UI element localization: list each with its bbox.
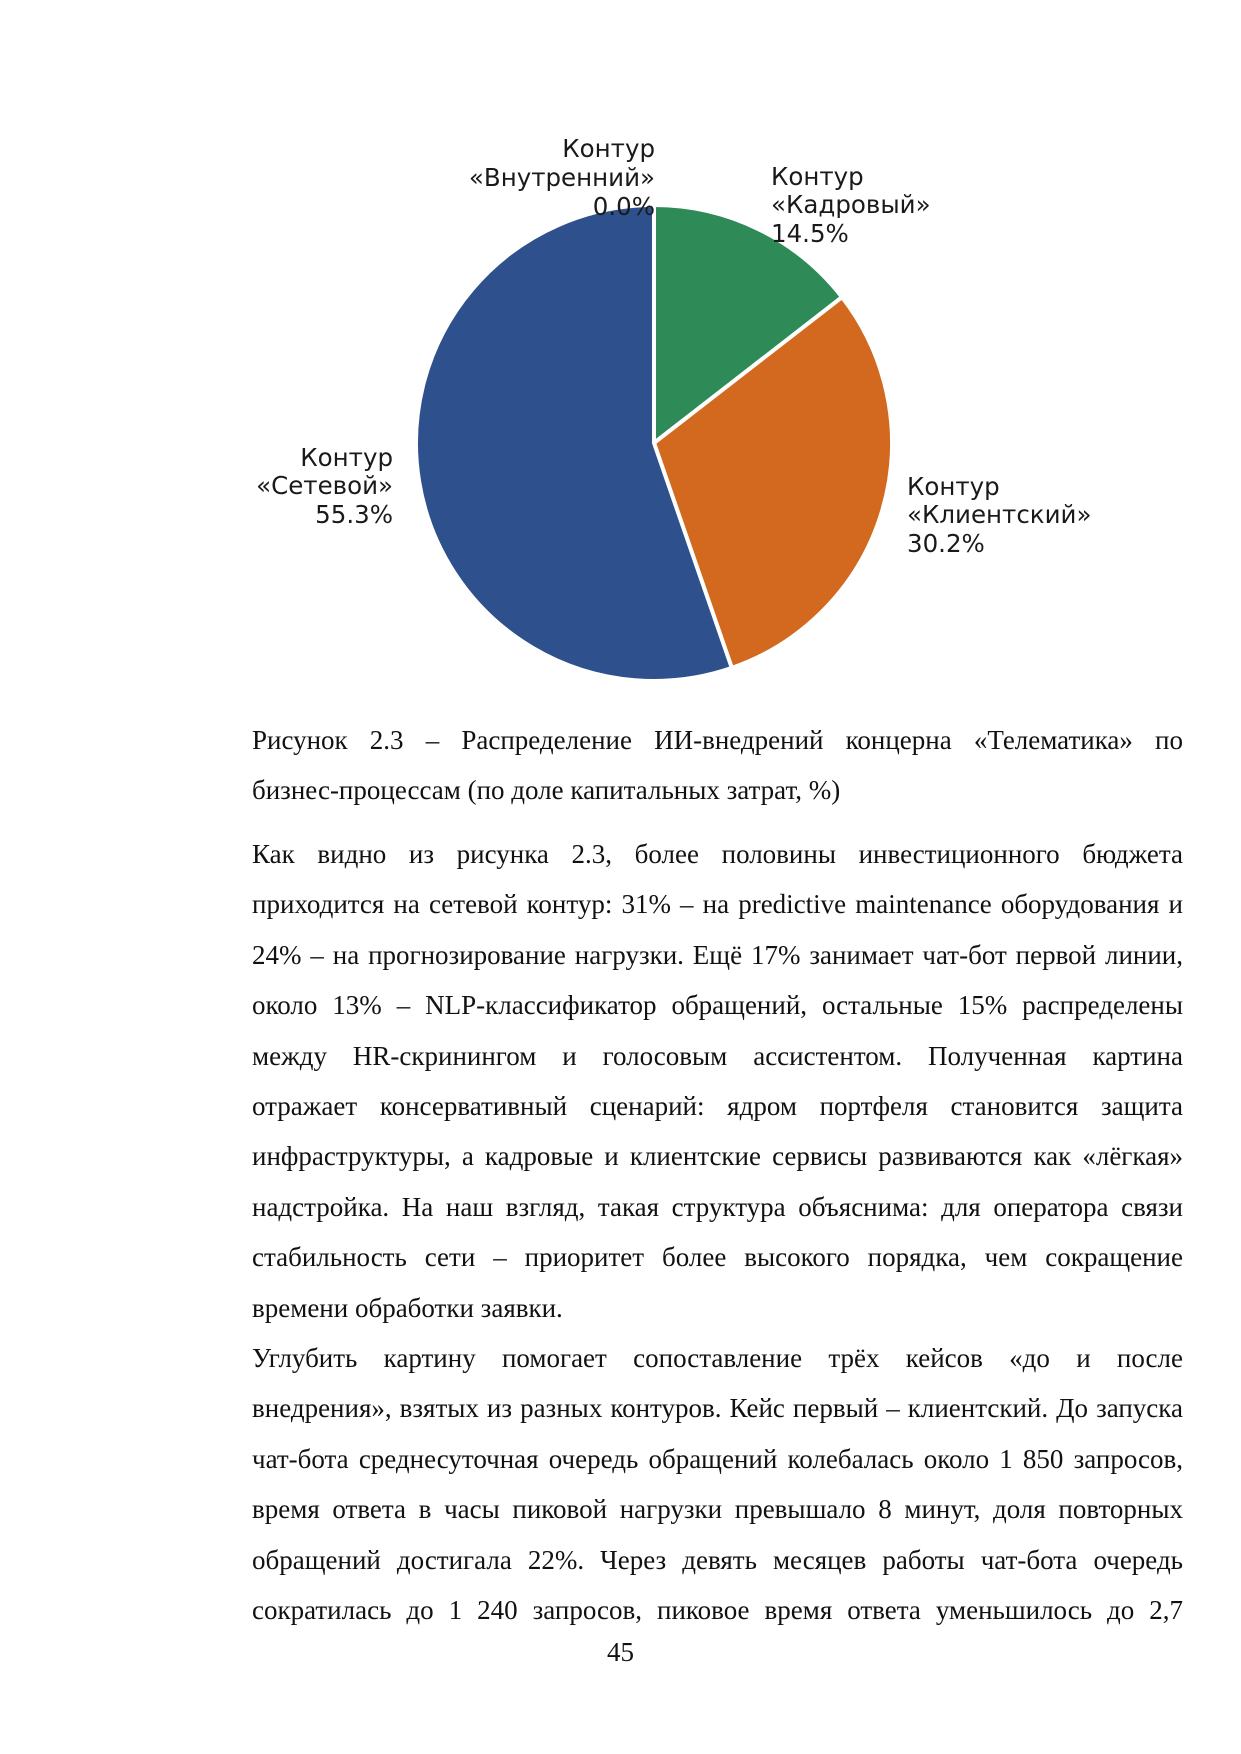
paragraph-line: инфраструктуры, а кадровые и клиентские сервисы развиваются как «лёгкая» — [252, 1141, 1183, 1172]
paragraph-line: стабильность сети – приоритет более высокого порядка, чем сокращение — [252, 1242, 1183, 1273]
slice-label-client-line1: Контур — [907, 472, 1000, 501]
slice-label-internal-pct: 0.0% — [592, 192, 655, 221]
slice-label-hr — [771, 162, 931, 248]
caption-line: Рисунок 2.3 – Распределение ИИ-внедрений концерна «Телематика» по — [252, 725, 1183, 755]
pie-chart — [0, 0, 1241, 700]
slice-label-client-line2: «Клиентский» — [907, 500, 1092, 529]
paragraph-line: Как видно из рисунка 2.3, более половины инвестиционного бюджета — [252, 839, 1183, 869]
body-paragraph — [178, 829, 1183, 1333]
paragraph-line: около 13% – NLP-классификатор обращений, остальные 15% распределены — [252, 990, 1183, 1021]
paragraph-line: 24% – на прогнозирование нагрузки. Ещё 17% занимает чат-бот первой линии, — [252, 939, 1183, 970]
slice-label-client-pct: 30.2% — [907, 529, 985, 558]
slice-label-client — [907, 472, 1091, 558]
paragraph-line: между HR-скринингом и голосовым ассистентом. Полученная картина — [252, 1040, 1183, 1071]
pie-slices — [416, 205, 892, 681]
slice-label-network — [256, 443, 393, 529]
body-paragraph — [178, 1333, 1183, 1635]
slice-label-network-pct: 55.3% — [315, 500, 393, 529]
slice-label-network-line1: Контур — [300, 443, 393, 472]
paragraph-line: надстройка. На наш взгляд, такая структура объяснима: для оператора связи — [252, 1191, 1183, 1222]
slice-label-network-line2: «Сетевой» — [256, 471, 393, 500]
paragraph-line: Углубить картину помогает сопоставление трёх кейсов «до и после — [252, 1343, 1183, 1373]
paragraph-line: сократилась до 1 240 запросов, пиковое время ответа уменьшилось до 2,7 — [252, 1595, 1183, 1626]
paragraph-line: обращений достигала 22%. Через девять месяцев работы чат-бота очередь — [252, 1544, 1183, 1575]
page-number: 45 — [607, 1637, 634, 1667]
slice-label-hr-line2: «Кадровый» — [771, 190, 931, 219]
slice-label-hr-line1: Контур — [771, 162, 864, 191]
slice-label-internal-line2: «Внутренний» — [468, 163, 655, 192]
paragraph-line: время ответа в часы пиковой нагрузки превышало 8 минут, доля повторных — [252, 1494, 1183, 1525]
slice-label-internal-line1: Контур — [562, 134, 655, 163]
slice-label-internal — [469, 134, 655, 221]
figure-caption — [178, 715, 1183, 816]
paragraph-line: чат-бота среднесуточная очередь обращений колебалась около 1 850 запросов, — [252, 1443, 1183, 1474]
caption-line: бизнес-процессам (по доле капитальных затрат, %) — [252, 775, 841, 806]
paragraph-line: внедрения», взятых из разных контуров. Кейс первый – клиентский. До запуска — [252, 1393, 1183, 1424]
paragraph-line: приходится на сетевой контур: 31% – на predictive maintenance оборудования и — [252, 889, 1183, 920]
paragraph-line: времени обработки заявки. — [252, 1292, 563, 1323]
slice-label-hr-pct: 14.5% — [771, 219, 849, 248]
paragraph-line: отражает консервативный сценарий: ядром портфеля становится защита — [252, 1091, 1183, 1122]
